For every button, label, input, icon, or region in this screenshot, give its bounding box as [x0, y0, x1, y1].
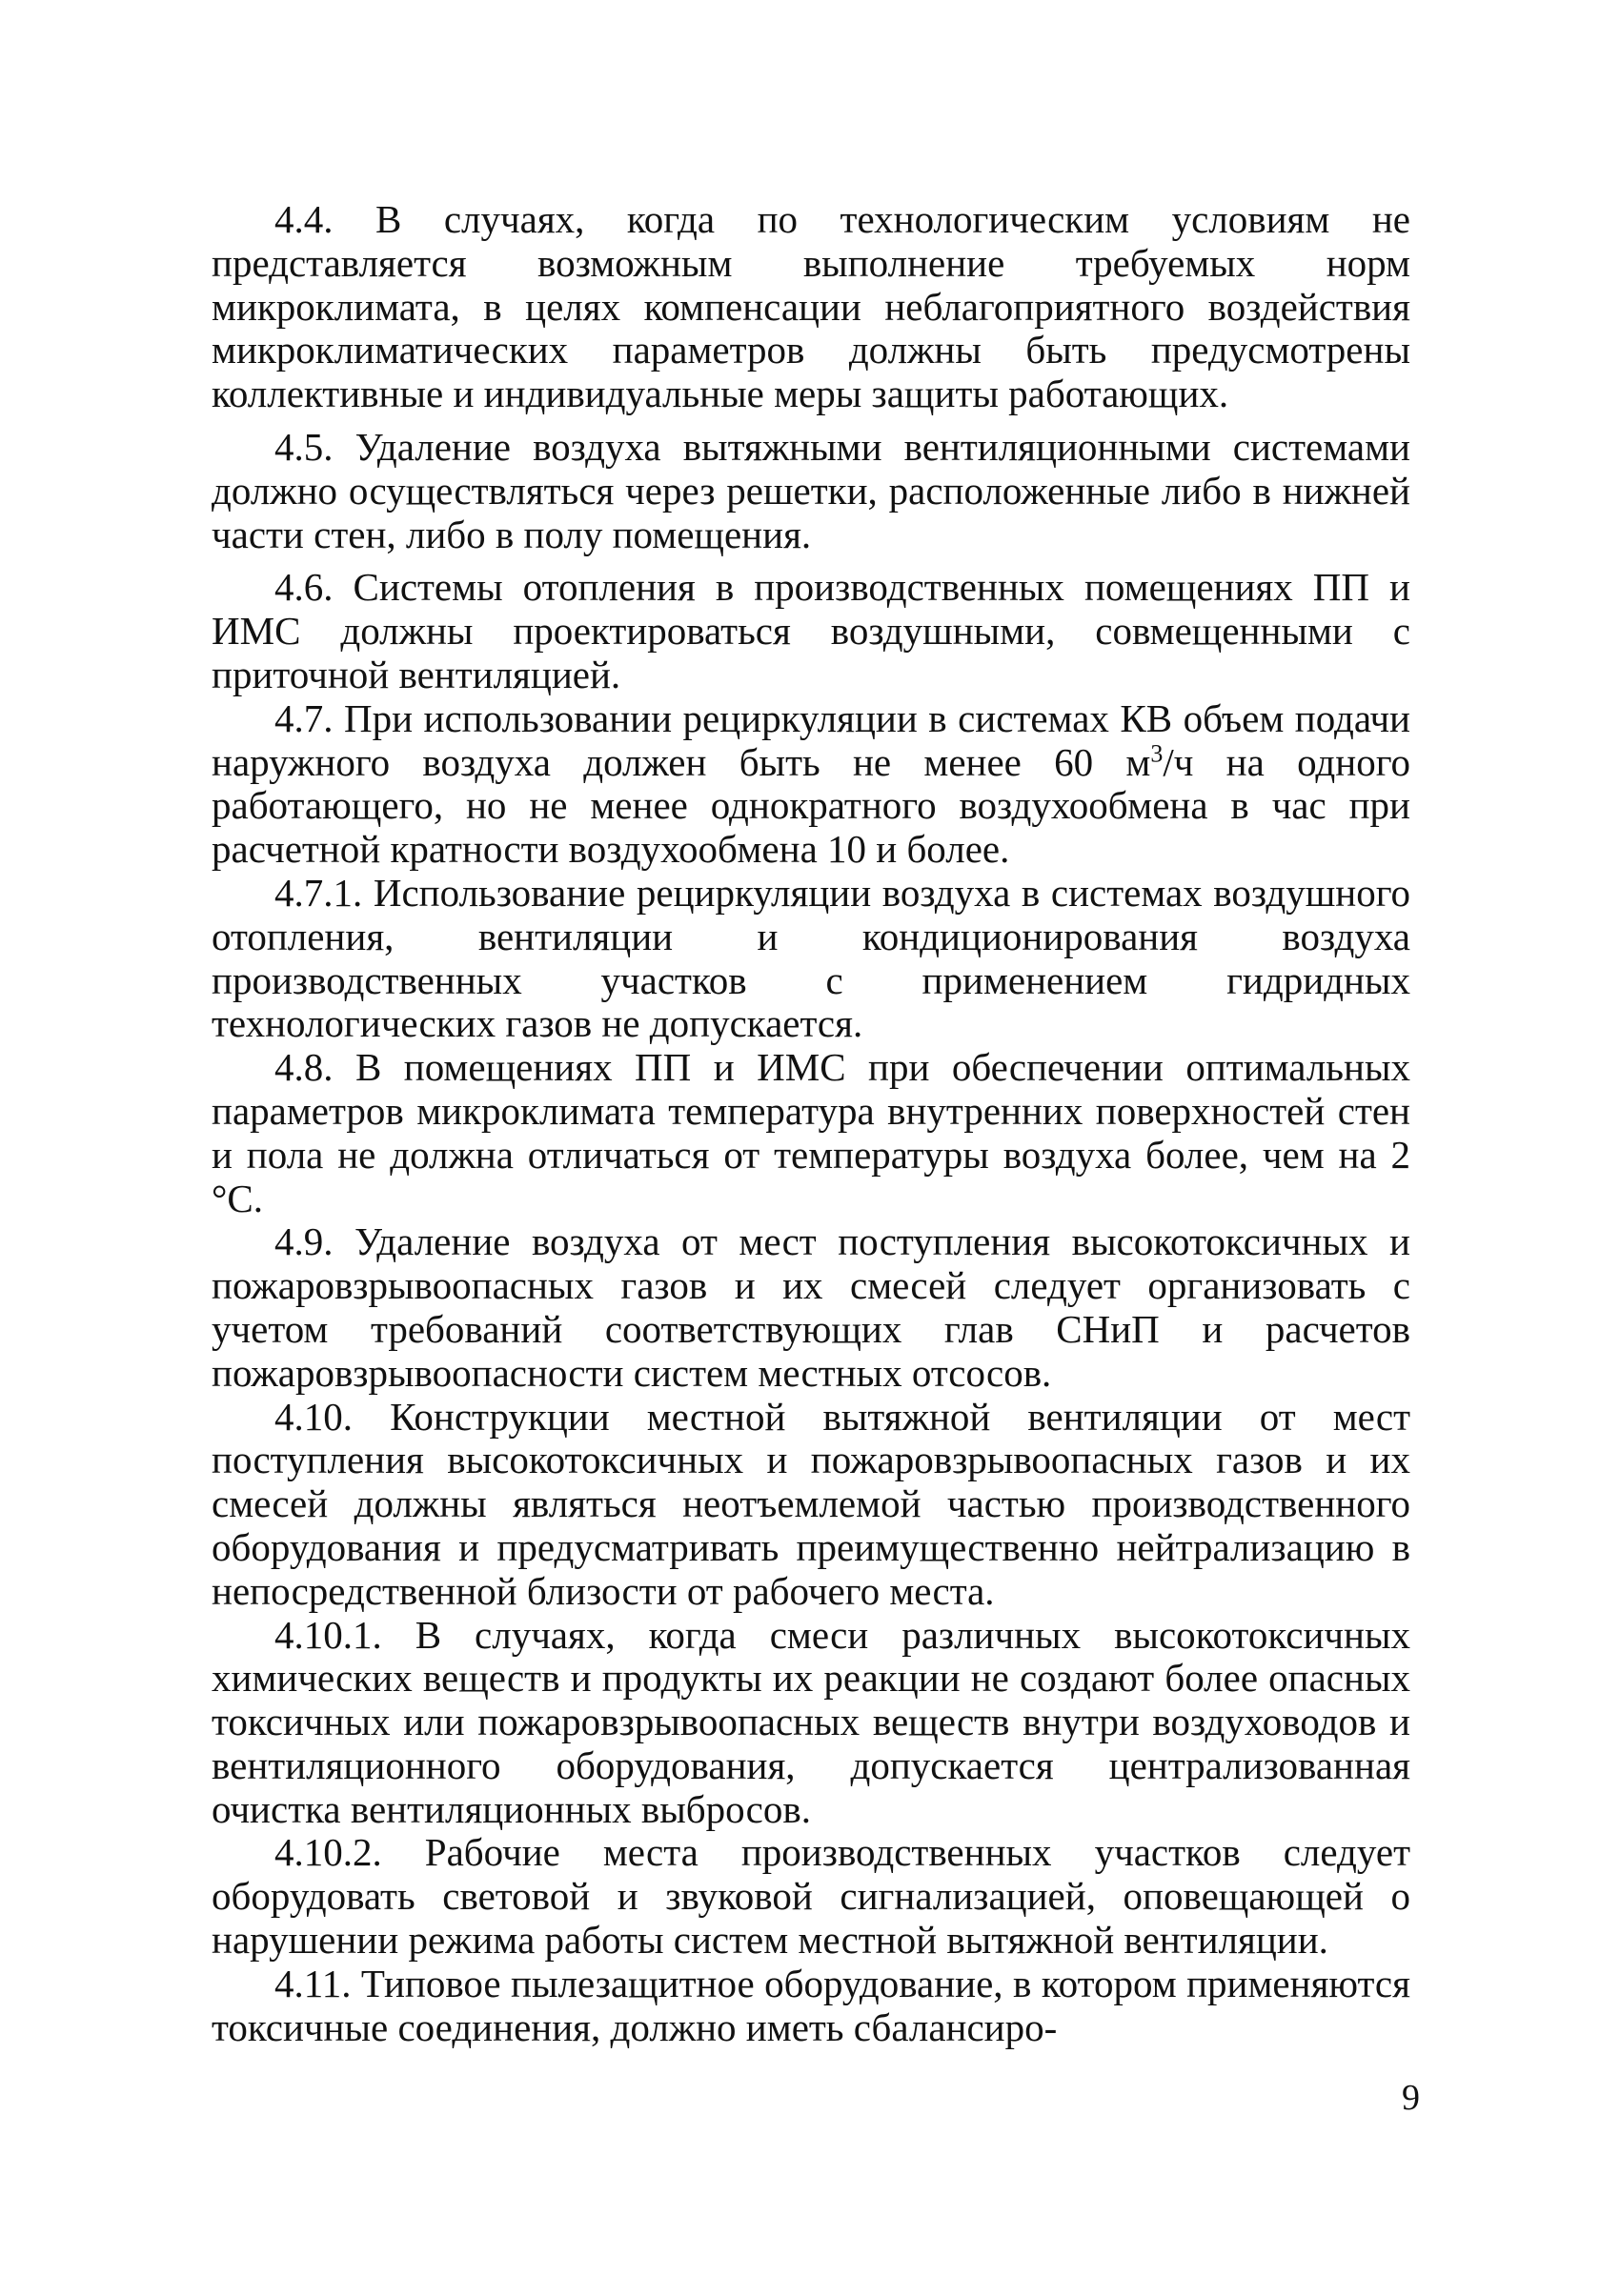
- paragraph-4-7-text-end: /ч на одного работающего, но не менее однократного воздухообмена в час при расчетной кратности воздухообмена 10 и более.: [212, 739, 1411, 872]
- paragraph-4-7-text-start: 4.7. При использовании рециркуляции в системах КВ объем подачи наружного воздуха должен быть не менее 60 м: [212, 695, 1410, 784]
- paragraph-4-8: 4.8. В помещениях ПП и ИМС при обеспечении оптимальных параметров микроклимата температура внутренних поверхностей стен и пола не должна отличаться от температуры воздуха более, чем на 2 °С.: [212, 1045, 1410, 1220]
- document-body: [212, 198, 1410, 2049]
- paragraph-4-9: 4.9. Удаление воздуха от мест поступления высокотоксичных и пожаровзрывоопасных газов и их смесей следует организовать с учетом требований соответствующих глав СНиП и расчетов пожаровзрывоопасности систем местных отсосов.: [212, 1219, 1410, 1395]
- paragraph-4-4: 4.4. В случаях, когда по технологическим условиям не представляется возможным выполнение требуемых норм микроклимата, в целях компенсации неблагоприятного воздействия микроклиматических параметров должны быть предусмотрены коллективные и индивидуальные меры защиты работающих.: [212, 197, 1410, 416]
- paragraph-4-10-2: 4.10.2. Рабочие места производственных участков следует оборудовать световой и звуковой сигнализацией, оповещающей о нарушении режима работы систем местной вытяжной вентиляции.: [212, 1830, 1410, 1963]
- paragraph-4-5: 4.5. Удаление воздуха вытяжными вентиляционными системами должно осуществляться через решетки, расположенные либо в нижней части стен, либо в полу помещения.: [212, 424, 1410, 556]
- page-number: 9: [1402, 2078, 1420, 2118]
- paragraph-4-10-1: 4.10.1. В случаях, когда смеси различных высокотоксичных химических веществ и продукты их реакции не создают более опасных токсичных или пожаровзрывоопасных веществ внутри воздуховодов и вентиляционного оборудования, допускается централизованная очистка вентиляционных выбросов.: [212, 1612, 1410, 1831]
- paragraph-4-11: 4.11. Типовое пылезащитное оборудование, в котором применяются токсичные соединения, должно иметь сбалансиро-: [212, 1961, 1410, 2049]
- superscript-3: 3: [1150, 738, 1164, 767]
- paragraph-4-7-1: 4.7.1. Использование рециркуляции воздуха в системах воздушного отопления, вентиляции и кондиционирования воздуха производственных участков с применением гидридных технологических газов не допускается.: [212, 870, 1410, 1046]
- paragraph-4-7: [212, 697, 1410, 872]
- paragraph-4-6: 4.6. Системы отопления в производственных помещениях ПП и ИМС должны проектироваться воздушными, совмещенными с приточной вентиляцией.: [212, 565, 1410, 696]
- paragraph-4-10: 4.10. Конструкции местной вытяжной вентиляции от мест поступления высокотоксичных и пожаровзрывоопасных газов и их смесей должны являться неотъемлемой частью производственного оборудования и предусматривать преимущественно нейтрализацию в непосредственной близости от рабочего места.: [212, 1394, 1410, 1613]
